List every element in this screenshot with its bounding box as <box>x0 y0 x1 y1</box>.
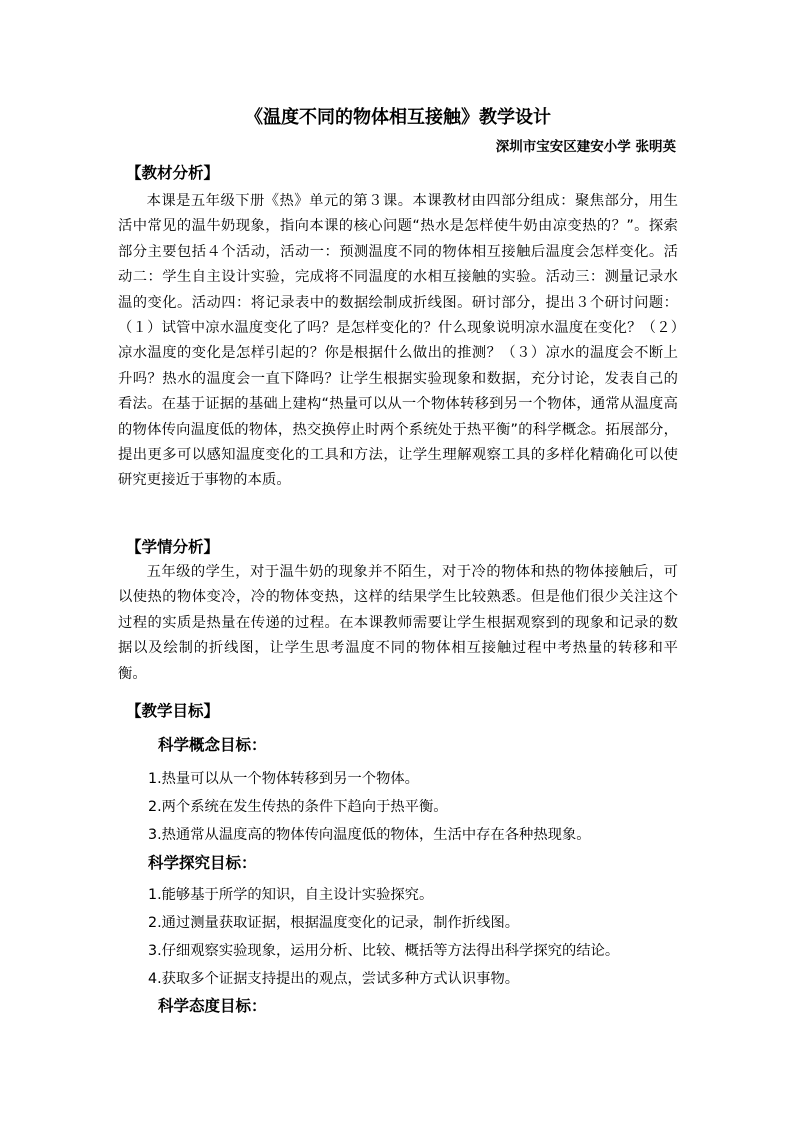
document-author: 深圳市宝安区建安小学 张明英 <box>495 139 676 155</box>
section-heading-students: 【学情分析】 <box>126 538 220 556</box>
document-title: 《温度不同的物体相互接触》教学设计 <box>245 107 551 128</box>
concept-goal-item: 3.热通常从温度高的物体传向温度低的物体，生活中存在各种热现象。 <box>148 827 591 843</box>
paragraph-students: 五年级的学生，对于温牛奶的现象并不陌生，对于冷的物体和热的物体接触后，可以使热的物体变冷，冷的物体变热，这样的结果学生比较熟悉。但是他们很少关注这个过程的实质是热量在传递的过程。在本课教师需要让学生根据观察到的现象和记录的数据以及绘制的折线图，让学生思考温度不同的物体相互接触过程中考热量的转移和平衡。 <box>118 564 678 682</box>
concept-goal-item: 2.两个系统在发生传热的条件下趋向于热平衡。 <box>148 799 448 815</box>
inquiry-goal-item: 3.仔细观察实验现象，运用分析、比较、概括等方法得出科学探究的结论。 <box>148 943 620 959</box>
attitude-goals-heading: 科学态度目标： <box>158 997 267 1015</box>
section-heading-textbook: 【教材分析】 <box>126 164 220 182</box>
inquiry-goal-item: 4.获取多个证据支持提出的观点，尝试多种方式认识事物。 <box>148 971 520 987</box>
section-heading-goals: 【教学目标】 <box>126 702 220 720</box>
inquiry-goal-item: 1.能够基于所学的知识，自主设计实验探究。 <box>148 887 434 903</box>
inquiry-goal-item: 2.通过测量获取证据，根据温度变化的记录，制作折线图。 <box>148 915 520 931</box>
paragraph-textbook: 本课是五年级下册《热》单元的第３课。本课教材由四部分组成：聚焦部分，用生活中常见的温牛奶现象，指向本课的核心问题“热水是怎样使牛奶由凉变热的？”。探索部分主要包括４个活动，活动一：预测温度不同的物体相互接触后温度会怎样变化。活动二：学生自主设计实验，完成将不同温度的水相互接触的实验。活动三：测量记录水温的变化。活动四：将记录表中的数据绘制成折线图。研讨部分，提出３个研讨问题：（１）试管中凉水温度变化了吗？是怎样变化的？什么现象说明凉水温度在变化？（２）凉水温度的变化是怎样引起的？你是根据什么做出的推测？（３）凉水的温度会不断上升吗？热水的温度会一直下降吗？让学生根据实验现象和数据，充分讨论，发表自己的看法。在基于证据的基础上建构“热量可以从一个物体转移到另一个物体，通常从温度高的物体传向温度低的物体，热交换停止时两个系统处于热平衡”的科学概念。拓展部分，提出更多可以感知温度变化的工具和方法，让学生理解观察工具的多样化精确化可以使研究更接近于事物的本质。 <box>118 193 678 489</box>
concept-goals-heading: 科学概念目标： <box>158 736 267 754</box>
concept-goal-item: 1.热量可以从一个物体转移到另一个物体。 <box>148 771 419 787</box>
inquiry-goals-heading: 科学探究目标： <box>148 854 257 872</box>
